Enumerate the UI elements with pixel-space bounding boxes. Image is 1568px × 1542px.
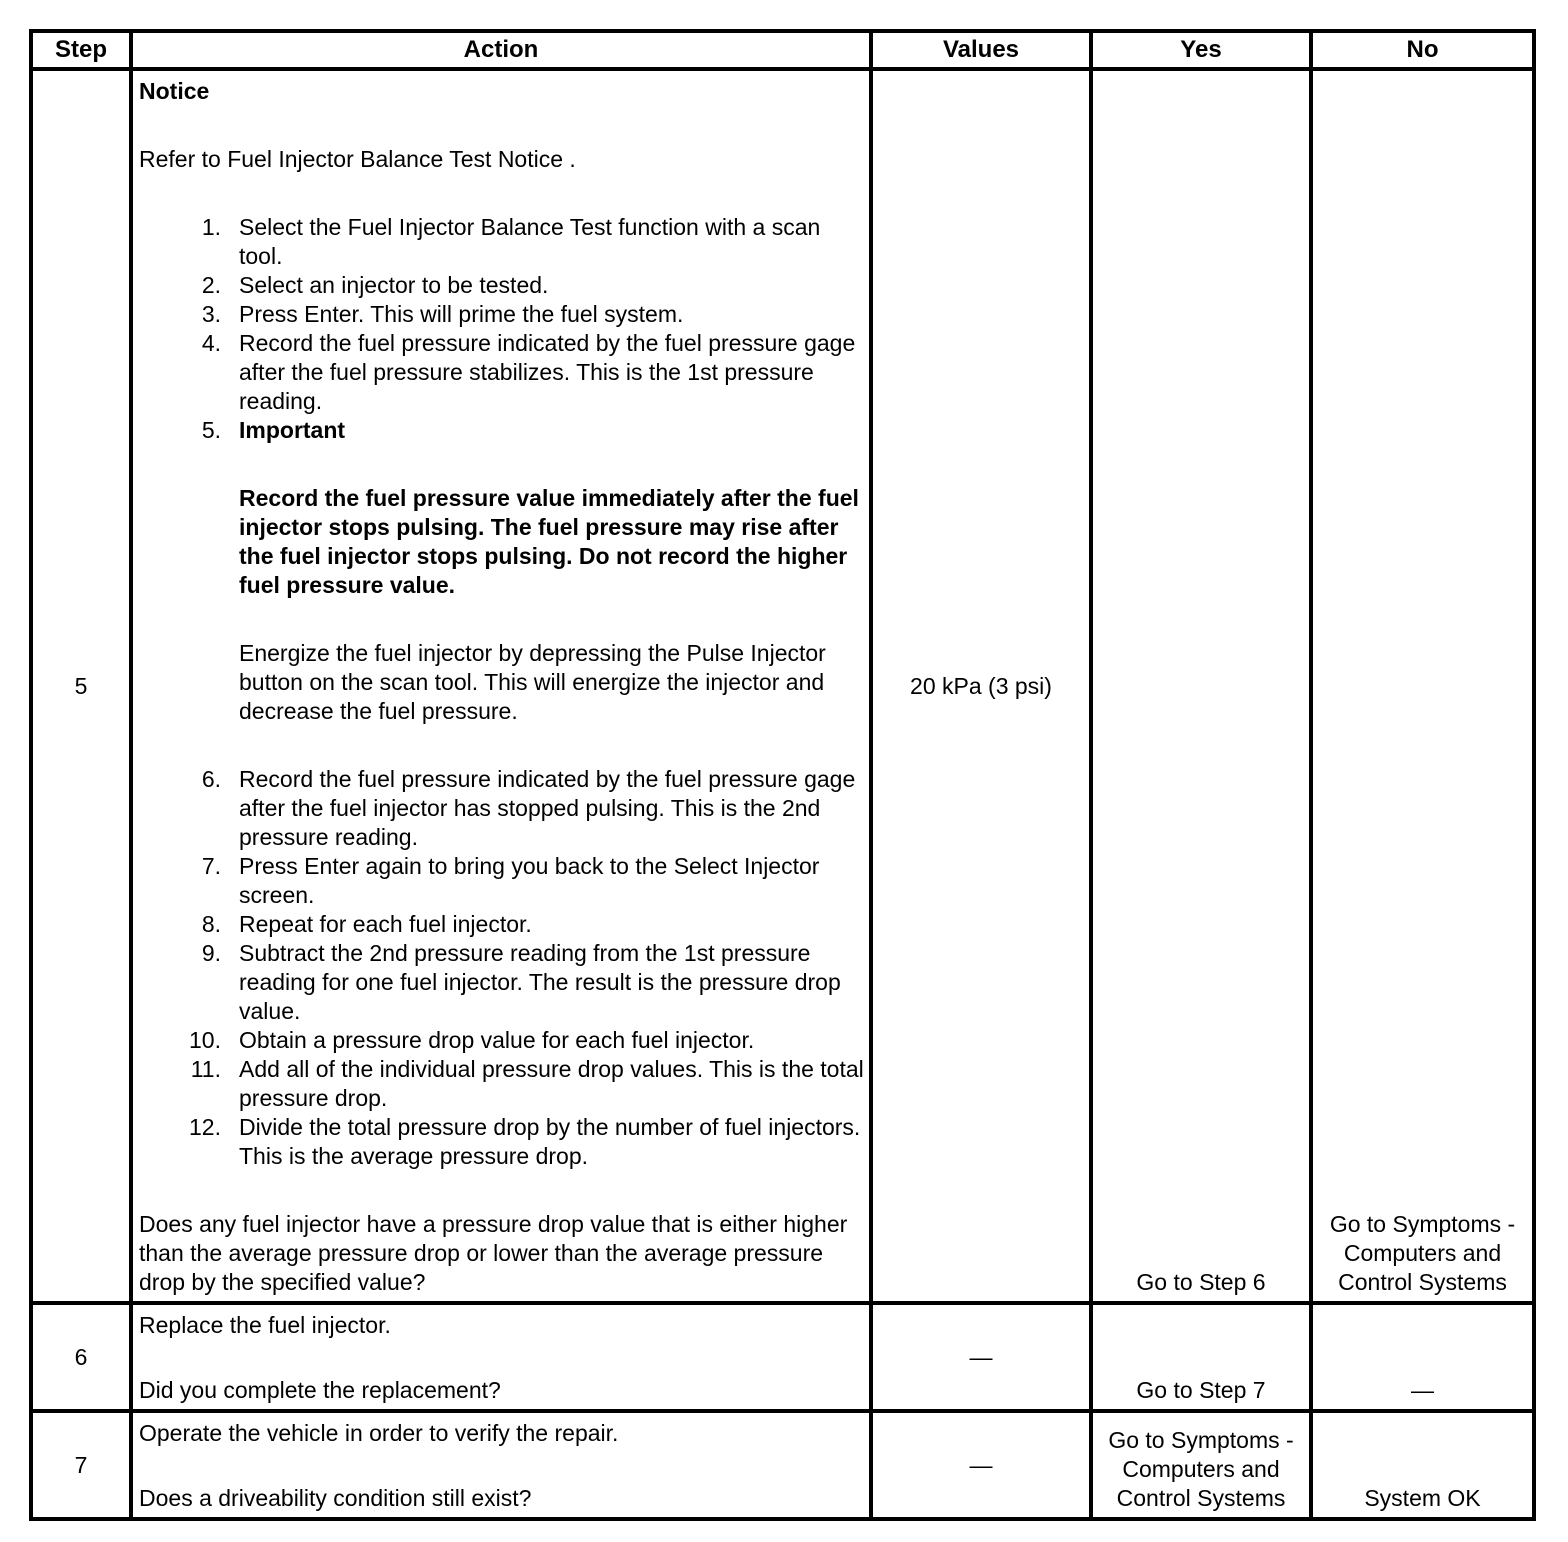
list-item-number: 8. — [201, 911, 221, 937]
question-text: Did you complete the replacement? — [139, 1377, 501, 1403]
list-item-text: Press Enter again to bring you back to the Select Injector screen. — [239, 853, 820, 908]
procedure-list — [139, 213, 865, 445]
list-item — [139, 765, 865, 852]
action-cell — [131, 1411, 871, 1519]
notice-text: Refer to Fuel Injector Balance Test Notice . — [139, 146, 576, 172]
list-item — [139, 1055, 865, 1113]
table-row-step-5 — [31, 69, 1534, 1303]
list-item-text: Press Enter. This will prime the fuel system. — [239, 301, 684, 327]
list-item — [139, 271, 865, 300]
list-item-number: 4. — [201, 330, 221, 356]
list-item — [139, 910, 865, 939]
header-no: No — [1311, 31, 1534, 69]
values-cell: — — [871, 1411, 1091, 1519]
list-item-number: 6. — [201, 766, 221, 792]
list-item-number: 11. — [190, 1056, 221, 1082]
header-row — [31, 31, 1534, 69]
values-cell: 20 kPa (3 psi) — [871, 69, 1091, 1303]
action-text: Operate the vehicle in order to verify the repair. — [139, 1420, 619, 1446]
list-item-number: 10. — [189, 1027, 221, 1053]
action-cell — [131, 69, 871, 1303]
step-number: 7 — [31, 1411, 131, 1519]
list-item — [139, 416, 865, 445]
list-item-text: Obtain a pressure drop value for each fuel injector. — [239, 1027, 755, 1053]
list-item-text: Select an injector to be tested. — [239, 272, 549, 298]
yes-cell: Go to Step 6 — [1091, 69, 1311, 1303]
list-item — [139, 300, 865, 329]
energize-text: Energize the fuel injector by depressing the Pulse Injector button on the scan tool. This will energize the injector and decrease the fuel pressure. — [239, 640, 826, 724]
list-item-text: Record the fuel pressure indicated by the fuel pressure gage after the fuel pressure stabilizes. This is the 1st pressure reading. — [239, 330, 856, 414]
list-item-number: 3. — [201, 301, 221, 327]
list-item-number: 2. — [201, 272, 221, 298]
list-item-text: Important — [239, 417, 346, 443]
list-item-number: 7. — [201, 853, 221, 879]
notice-label: Notice — [139, 78, 210, 104]
diagnostic-table — [29, 29, 1536, 1521]
header-yes: Yes — [1091, 31, 1311, 69]
list-item — [139, 1113, 865, 1171]
table-row-step-6 — [31, 1303, 1534, 1411]
list-item — [139, 852, 865, 910]
action-cell — [131, 1303, 871, 1411]
list-item — [139, 939, 865, 1026]
table-row-step-7 — [31, 1411, 1534, 1519]
yes-cell: Go to Symptoms - Computers and Control Systems — [1091, 1411, 1311, 1519]
list-item — [139, 213, 865, 271]
no-cell: System OK — [1311, 1411, 1534, 1519]
list-item-number: 1. — [201, 214, 221, 240]
list-item-text: Add all of the individual pressure drop values. This is the total pressure drop. — [239, 1056, 864, 1111]
list-item — [139, 1026, 865, 1055]
step-number: 6 — [31, 1303, 131, 1411]
header-values: Values — [871, 31, 1091, 69]
list-item-text: Record the fuel pressure indicated by the fuel pressure gage after the fuel injector has stopped pulsing. This is the 2nd pressure reading. — [239, 766, 856, 850]
list-item — [139, 329, 865, 416]
list-item-text: Divide the total pressure drop by the number of fuel injectors. This is the average pressure drop. — [239, 1114, 861, 1169]
list-item-number: 5. — [201, 417, 221, 443]
step-number: 5 — [31, 69, 131, 1303]
yes-cell: Go to Step 7 — [1091, 1303, 1311, 1411]
header-action: Action — [131, 31, 871, 69]
action-text: Replace the fuel injector. — [139, 1312, 391, 1338]
list-item-text: Subtract the 2nd pressure reading from the 1st pressure reading for one fuel injector. The result is the pressure drop value. — [239, 940, 841, 1024]
list-item-number: 9. — [201, 940, 221, 966]
no-cell: Go to Symptoms - Computers and Control Systems — [1311, 69, 1534, 1303]
procedure-list-continued — [139, 765, 865, 1171]
question-text: Does any fuel injector have a pressure drop value that is either higher than the average pressure drop or lower than the average pressure drop by the specified value? — [139, 1211, 848, 1295]
important-text: Record the fuel pressure value immediately after the fuel injector stops pulsing. The fuel pressure may rise after the fuel injector stops pulsing. Do not record the higher fuel pressure value. — [239, 485, 859, 598]
header-step: Step — [31, 31, 131, 69]
question-text: Does a driveability condition still exist? — [139, 1485, 532, 1511]
values-cell: — — [871, 1303, 1091, 1411]
list-item-text: Repeat for each fuel injector. — [239, 911, 532, 937]
no-cell: — — [1311, 1303, 1534, 1411]
list-item-text: Select the Fuel Injector Balance Test function with a scan tool. — [239, 214, 821, 269]
list-item-number: 12. — [189, 1114, 221, 1140]
